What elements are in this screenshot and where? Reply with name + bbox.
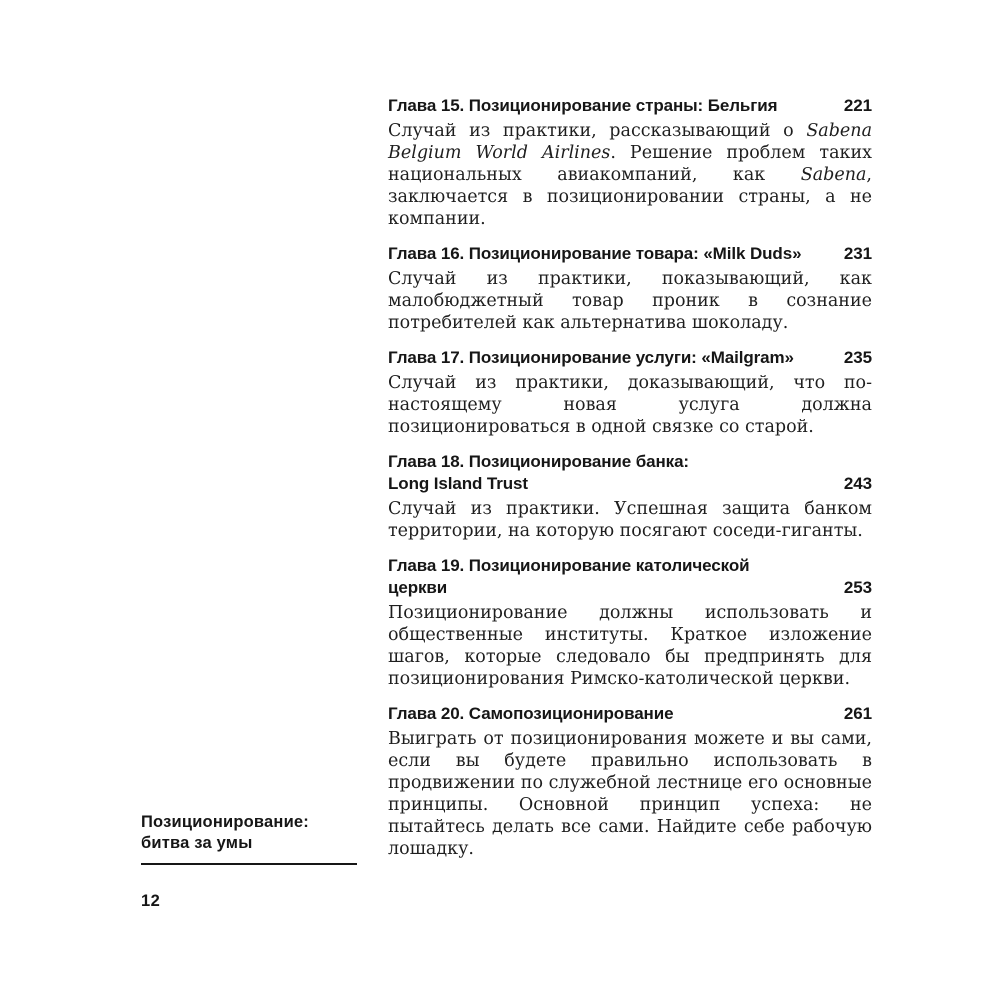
- description-text: Случай из практики, показывающий, как малобюджетный товар проник в сознание потребителей как альтернатива шоколаду.: [388, 269, 872, 333]
- running-title-line-1: Позиционирование:: [141, 813, 309, 831]
- chapter-page-number: 221: [843, 96, 872, 115]
- description-text: Выиграть от позиционирования можете и вы сами, если вы будете правильно использовать в продвижении по служебной лестнице его основные принципы. Основной принцип успеха: не пытайтесь делать все сами. Найдите себе рабочую лошадку.: [388, 729, 872, 859]
- chapter-description: [388, 728, 872, 860]
- toc-entry-chapter-20: [388, 703, 872, 860]
- toc-entry-chapter-16: [388, 243, 872, 334]
- toc-entry-chapter-19: [388, 555, 872, 690]
- table-of-contents: [388, 95, 872, 873]
- chapter-description: [388, 498, 872, 542]
- chapter-page-number: 253: [843, 578, 872, 597]
- chapter-title: Глава 17. Позиционирование услуги: «Mailgram»: [388, 348, 794, 367]
- running-title-line-2: битва за умы: [141, 834, 253, 852]
- chapter-description: [388, 120, 872, 230]
- chapter-heading: [388, 243, 872, 265]
- chapter-title-line-1: Глава 19. Позиционирование католической: [388, 556, 750, 575]
- chapter-title-line-2: Long Island Trust: [388, 474, 528, 493]
- chapter-description: [388, 602, 872, 690]
- chapter-description: [388, 372, 872, 438]
- toc-entry-chapter-18: [388, 451, 872, 542]
- description-text: Позиционирование должны использовать и общественные институты. Краткое изложение шагов, которые следовало бы предпринять для позиционирования Римско-католической церкви.: [388, 603, 872, 689]
- chapter-page-number: 243: [843, 474, 872, 493]
- chapter-heading: [388, 555, 872, 599]
- description-text: Случай из практики. Успешная защита банком территории, на которую посягают соседи-гиганты.: [388, 499, 872, 541]
- description-text: Случай из практики, доказывающий, что по-настоящему новая услуга должна позиционироваться в одной связке со старой.: [388, 373, 872, 437]
- chapter-title: Глава 15. Позиционирование страны: Бельгия: [388, 96, 778, 115]
- chapter-title-line-1: Глава 18. Позиционирование банка:: [388, 452, 689, 471]
- chapter-title: Глава 16. Позиционирование товара: «Milk Duds»: [388, 244, 802, 263]
- chapter-page-number: 261: [843, 704, 872, 723]
- description-text: Случай из практики, рассказывающий о: [388, 121, 807, 141]
- chapter-page-number: 231: [843, 244, 872, 263]
- chapter-page-number: 235: [843, 348, 872, 367]
- page-footer: [141, 812, 357, 911]
- toc-entry-chapter-17: [388, 347, 872, 438]
- chapter-title-line-2: церкви: [388, 578, 448, 597]
- chapter-heading: [388, 703, 872, 725]
- chapter-heading: [388, 95, 872, 117]
- description-italic-text: Sabena: [800, 165, 867, 185]
- description-italic-text: Sabena Belgium World Airlines: [388, 121, 872, 163]
- description-text: , заключается в позиционировании страны, а не компании.: [388, 165, 872, 229]
- chapter-description: [388, 268, 872, 334]
- chapter-title: Глава 20. Самопозиционирование: [388, 704, 674, 723]
- folio-page-number: 12: [141, 892, 161, 910]
- chapter-heading: [388, 347, 872, 369]
- toc-entry-chapter-15: [388, 95, 872, 230]
- chapter-heading: [388, 451, 872, 495]
- footer-divider-rule: [141, 863, 357, 865]
- description-text: . Решение проблем таких национальных авиакомпаний, как: [388, 143, 872, 185]
